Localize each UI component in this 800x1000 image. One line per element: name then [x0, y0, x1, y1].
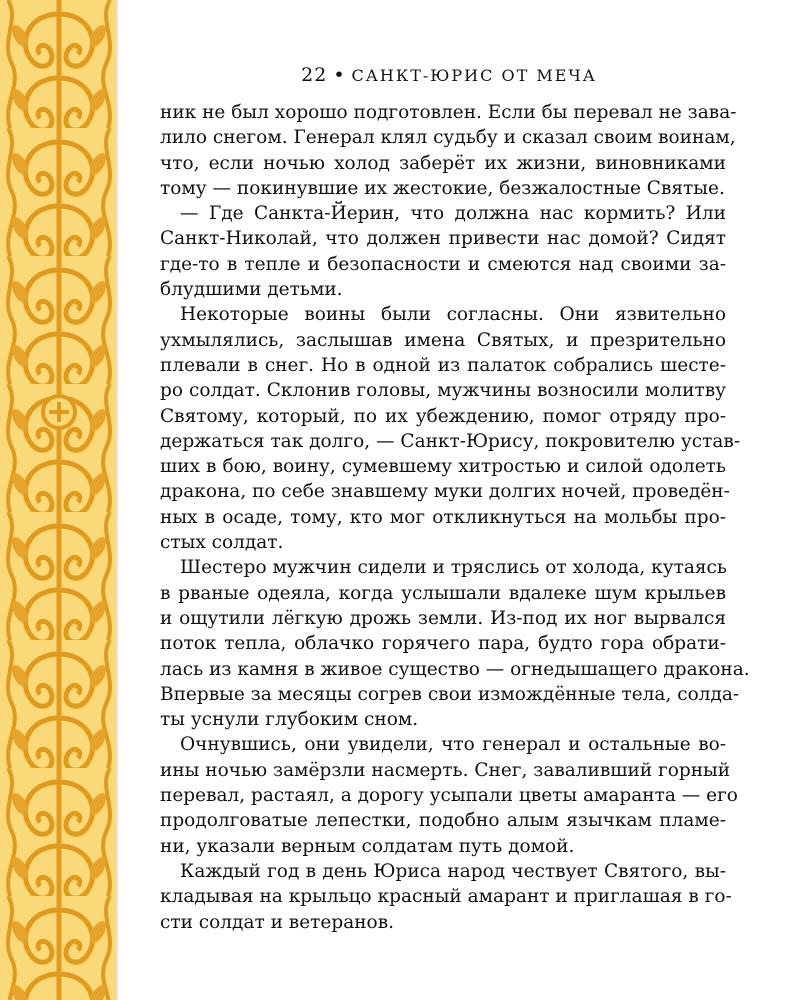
- paragraph: [160, 302, 741, 555]
- text-line: дракона, по себе знавшему муки долгих ночей, проведён-: [160, 481, 730, 503]
- text-line: ных в осаде, тому, кто мог откликнуться на мольбы про-: [160, 506, 726, 528]
- text-line: Впервые за месяцы согрев свои измождённые тела, солда-: [160, 683, 740, 705]
- text-line: кладывая на крыльцо красный амарант и приглашая в го-: [160, 886, 732, 908]
- text-line: сти солдат и ветеранов.: [160, 911, 394, 933]
- text-line: где-то в тепле и безопасности и смеются над своими за-: [160, 253, 726, 275]
- body-text: [160, 100, 750, 935]
- text-line: ухмылялись, заслышав имена Святых, и презрительно: [160, 329, 726, 351]
- text-line: ты уснули глубоким сном.: [160, 709, 419, 731]
- text-line: тому — покинувшие их жестокие, безжалостные Святые.: [160, 177, 725, 199]
- decorative-border: [0, 0, 118, 1000]
- text-line: что, если ночью холод заберёт их жизни, виновниками: [160, 152, 726, 174]
- text-line: Некоторые воины были согласны. Они язвительно: [180, 304, 726, 326]
- paragraph: [160, 859, 732, 935]
- paragraph: [160, 100, 737, 201]
- paragraph: [160, 201, 726, 302]
- text-line: ины ночью замёрзли насмерть. Снег, заваливший горный: [160, 759, 731, 781]
- text-line: и ощутили лёгкую дрожь земли. Из-под их ног вырвался: [160, 607, 726, 629]
- ornament-vine-icon: [0, 0, 118, 1000]
- text-line: ро солдат. Склонив головы, мужчины возносили молитву: [160, 380, 726, 402]
- chapter-title: САНКТ-ЮРИС ОТ МЕЧА: [351, 66, 597, 85]
- text-line: Каждый год в день Юриса народ чествует Святого, вы-: [180, 860, 726, 882]
- text-line: ник не был хорошо подготовлен. Если бы перевал не зава-: [160, 102, 737, 123]
- text-line: лась из камня в живое существо — огнедышащего дракона.: [160, 658, 750, 680]
- text-line: плевали в снег. Но в одной из палаток собрались шесте-: [160, 354, 726, 376]
- text-line: поток тепла, облачко горячего пара, будто гора обрати-: [160, 633, 726, 655]
- paragraph: [160, 555, 750, 732]
- running-header: [160, 64, 738, 86]
- text-line: стых солдат.: [160, 532, 284, 554]
- header-separator: •: [333, 64, 346, 86]
- text-line: в рваные одеяла, когда услышали вдалеке шум крыльев: [160, 582, 726, 604]
- text-line: Очнувшись, они увидели, что генерал и остальные во-: [180, 734, 726, 756]
- text-line: лило снегом. Генерал клял судьбу и сказал своим воинам,: [160, 127, 736, 149]
- text-line: Святому, который, по их убеждению, помог отряду про-: [160, 405, 726, 427]
- paragraph: [160, 732, 738, 858]
- text-line: — Где Санкта-Йерин, что должна нас кормить? Или: [180, 203, 726, 225]
- text-line: блудшими детьми.: [160, 279, 343, 301]
- text-line: перевал, растаял, а дорогу усыпали цветы амаранта — его: [160, 785, 738, 807]
- page-number: 22: [301, 64, 328, 86]
- text-line: ших в бою, воину, сумевшему хитростью и силой одолеть: [160, 456, 726, 478]
- text-line: держаться так долго, — Санкт-Юрису, покровителю устав-: [160, 430, 741, 452]
- text-line: Шестеро мужчин сидели и тряслись от холода, кутаясь: [180, 557, 727, 579]
- text-line: ни, указали верным солдатам путь домой.: [160, 835, 575, 857]
- text-line: Санкт-Николай, что должен привести нас домой? Сидят: [160, 228, 726, 250]
- cross-medallion-icon: [43, 396, 75, 428]
- text-line: продолговатые лепестки, подобно алым язычкам пламе-: [160, 810, 726, 832]
